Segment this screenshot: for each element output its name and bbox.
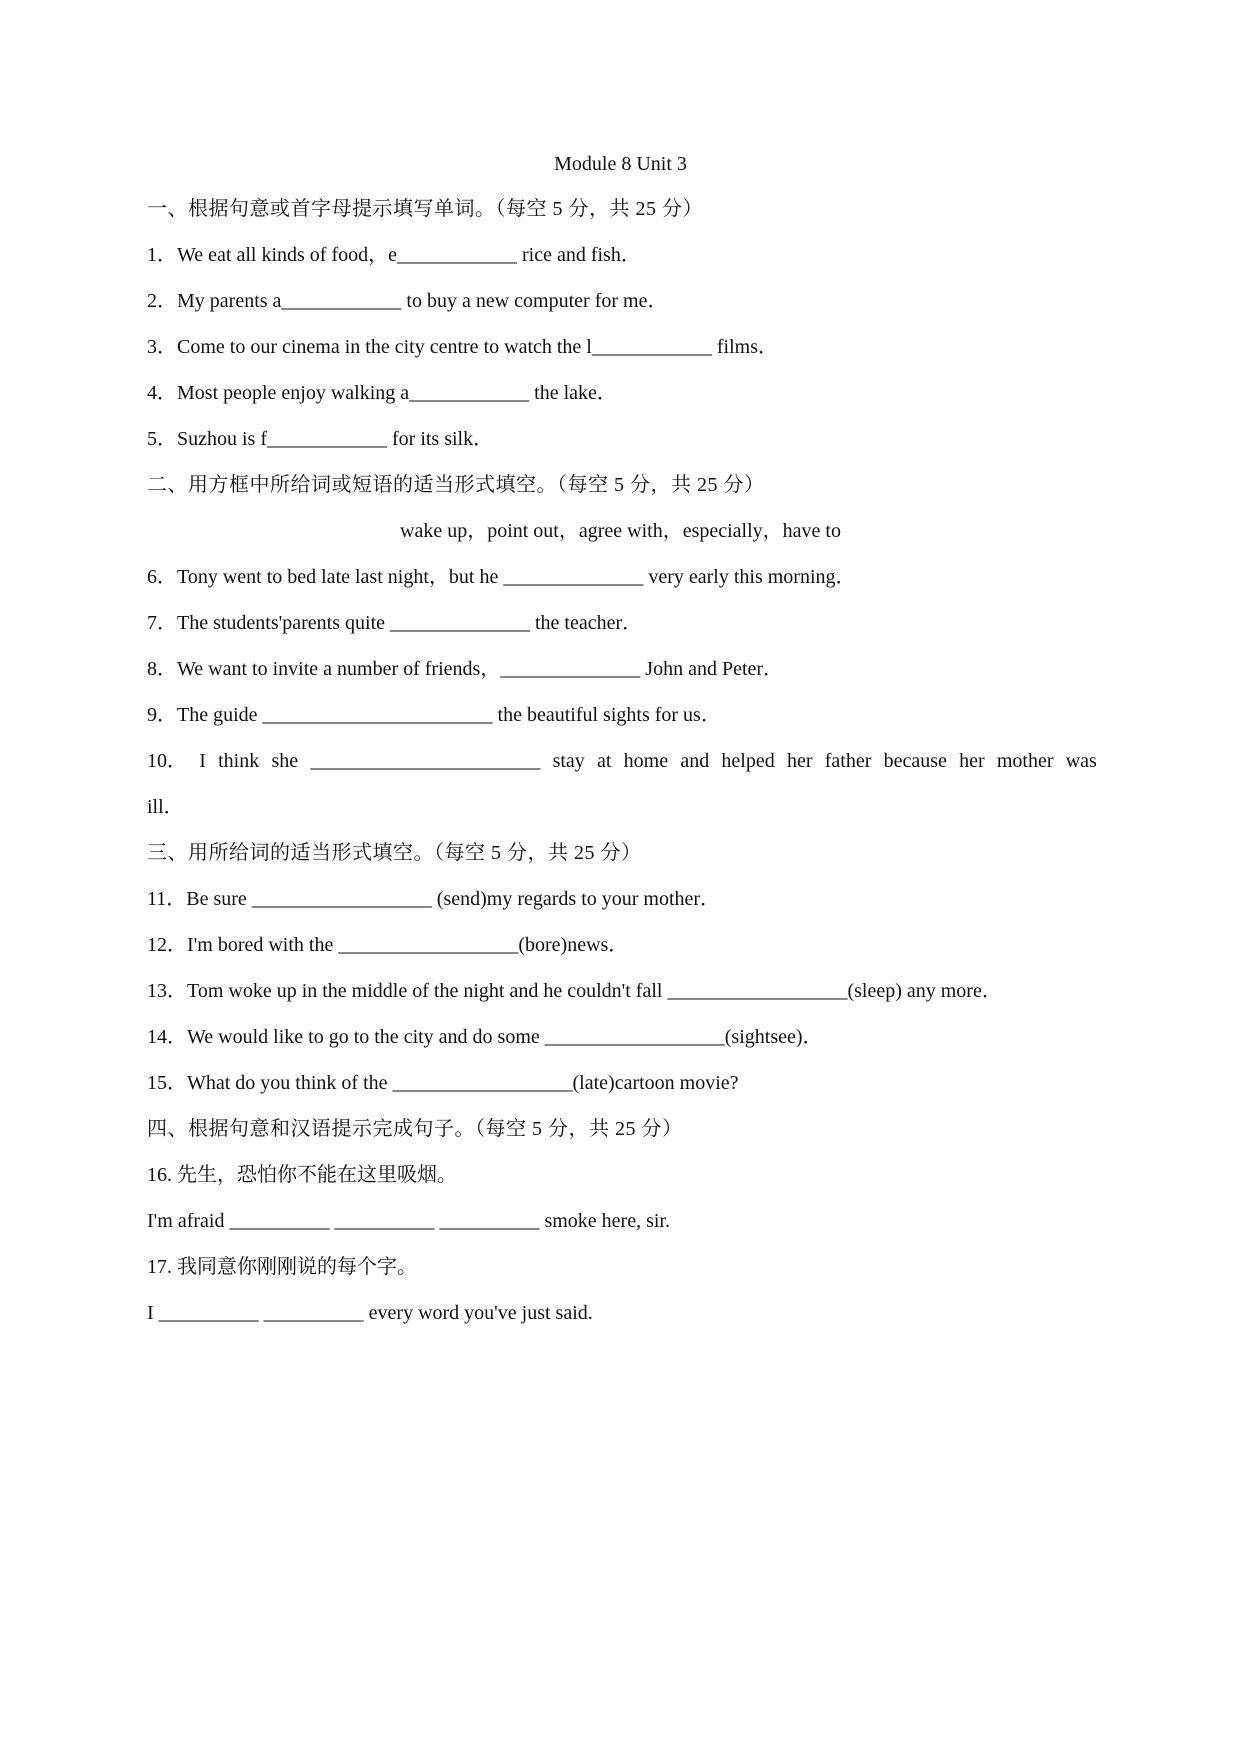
section4-heading: 四、根据句意和汉语提示完成句子。（每空 5 分，共 25 分） (147, 1118, 683, 1140)
question-10-word: her (959, 750, 985, 772)
question-3: 3．Come to our cinema in the city centre to watch the l____________ films． (147, 336, 778, 358)
section1-heading: 一、根据句意或首字母提示填写单词。（每空 5 分，共 25 分） (147, 198, 703, 220)
question-10-word: was (1065, 750, 1097, 772)
question-14: 14．We would like to go to the city and do some __________________(sightsee)． (147, 1026, 823, 1048)
question-17-english: I __________ __________ every word you've just said. (147, 1302, 593, 1324)
question-10-word: she (271, 750, 299, 772)
question-10-word: home (623, 750, 669, 772)
question-10-word: mother (996, 750, 1054, 772)
word-bank: wake up，point out，agree with，especially，have to (400, 520, 841, 542)
question-10-word: stay (552, 750, 585, 772)
question-10-word: because (883, 750, 947, 772)
question-11: 11．Be sure __________________ (send)my regards to your mother． (147, 888, 721, 910)
question-2: 2．My parents a____________ to buy a new computer for me． (147, 290, 668, 312)
question-16-chinese: 16. 先生，恐怕你不能在这里吸烟。 (147, 1164, 457, 1186)
question-6: 6．Tony went to bed late last night，but he ______________ very early this morning． (147, 566, 856, 588)
question-8: 8．We want to invite a number of friends，______________ John and Peter． (147, 658, 784, 680)
question-5: 5．Suzhou is f____________ for its silk． (147, 428, 494, 450)
section3-heading: 三、用所给词的适当形式填空。（每空 5 分，共 25 分） (147, 842, 642, 864)
page-title: Module 8 Unit 3 (554, 153, 687, 175)
question-16-english: I'm afraid __________ __________ __________ smoke here, sir. (147, 1210, 670, 1232)
question-4: 4．Most people enjoy walking a____________ the lake． (147, 382, 617, 404)
question-10-word: helped (721, 750, 775, 772)
question-10-word: at (597, 750, 612, 772)
question-12: 12．I'm bored with the __________________(bore)news． (147, 934, 629, 956)
question-13: 13．Tom woke up in the middle of the night and he couldn't fall __________________(sleep) any more． (147, 980, 1002, 1002)
question-15: 15．What do you think of the __________________(late)cartoon movie? (147, 1072, 739, 1094)
question-10-word: and (680, 750, 710, 772)
question-10-blank: _______________________ (310, 750, 541, 772)
question-7: 7．The students'parents quite ______________ the teacher． (147, 612, 643, 634)
question-10-word: her (786, 750, 813, 772)
question-10-word: I (199, 750, 206, 772)
question-10-word: father (824, 750, 872, 772)
question-10-word: think (218, 750, 260, 772)
question-17-chinese: 17. 我同意你刚刚说的每个字。 (147, 1256, 417, 1278)
question-9: 9．The guide _______________________ the beautiful sights for us． (147, 704, 721, 726)
question-10-continuation: ill． (147, 796, 184, 818)
question-10-word: 10． (147, 750, 187, 772)
question-1: 1．We eat all kinds of food，e____________ rice and fish． (147, 244, 641, 266)
section2-heading: 二、用方框中所给词或短语的适当形式填空。（每空 5 分，共 25 分） (147, 474, 765, 496)
question-10 (147, 748, 1097, 774)
